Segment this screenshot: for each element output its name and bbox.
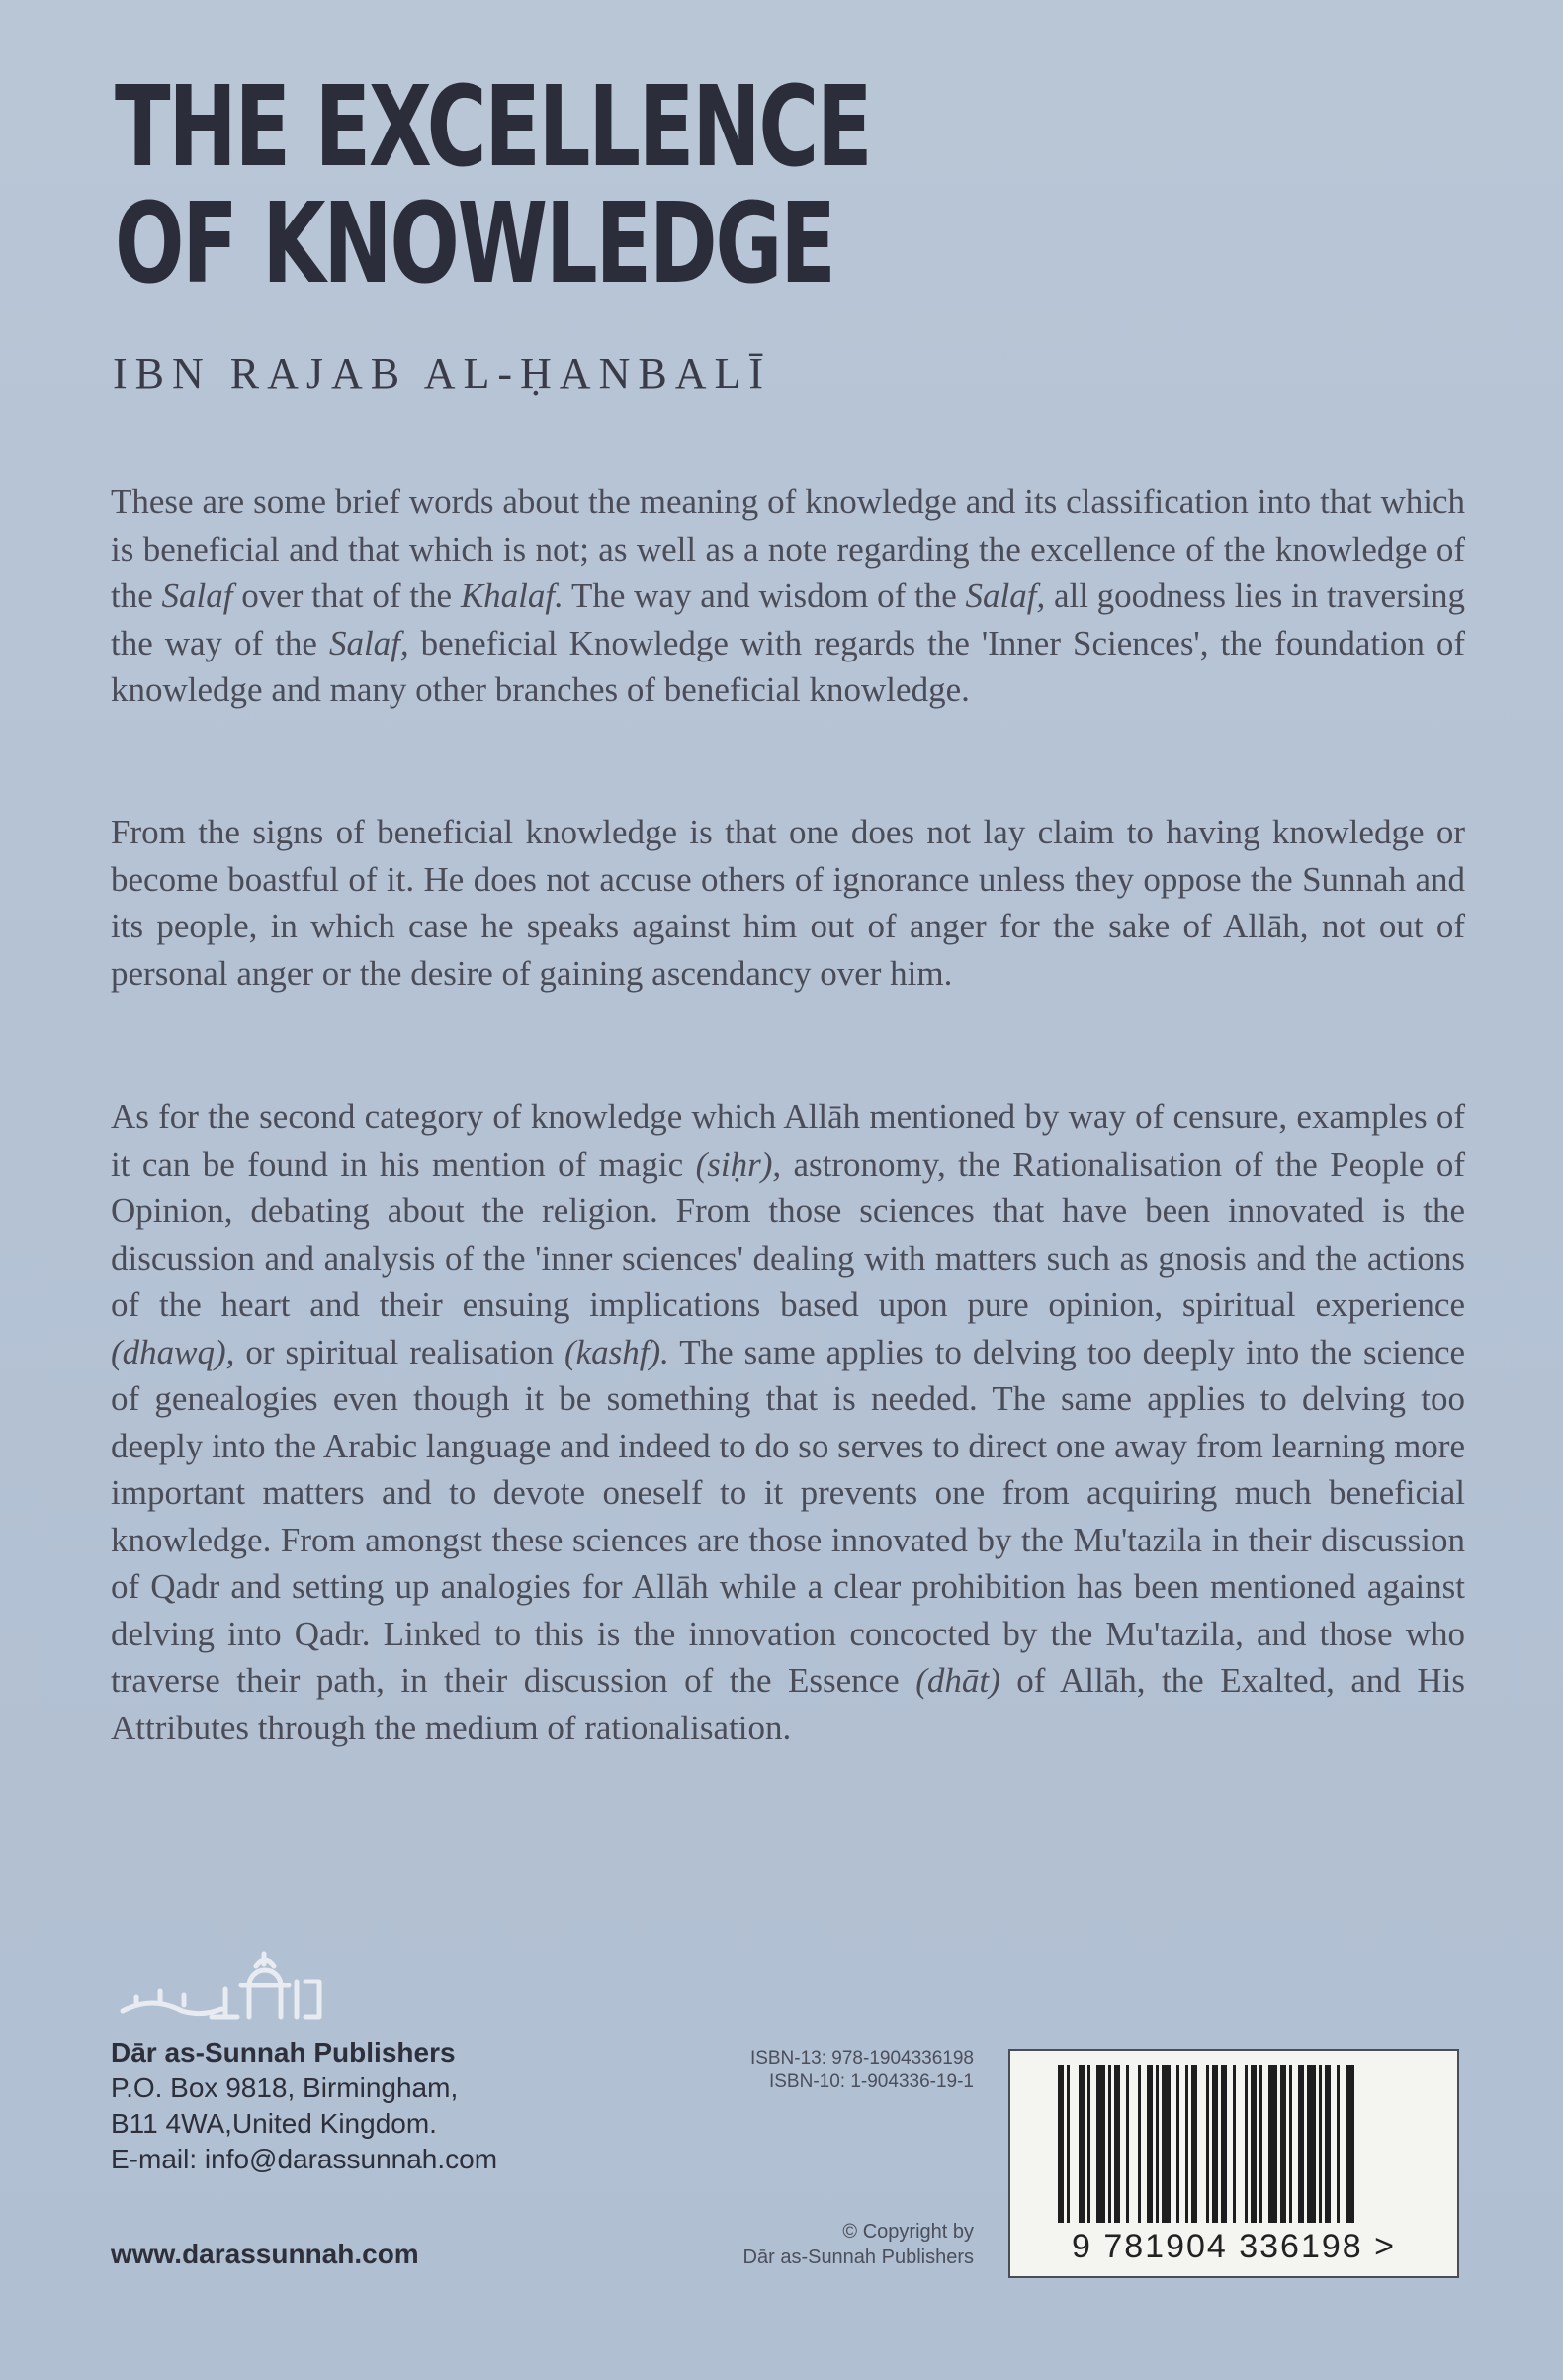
barcode-bar xyxy=(1268,2065,1277,2223)
italic-term: Salaf xyxy=(161,576,233,615)
barcode-bar xyxy=(1221,2065,1227,2223)
barcode-number: 9 781904 336198 > xyxy=(1071,2228,1396,2265)
copyright-notice xyxy=(613,2219,974,2270)
text-run: The same applies to delving too deeply into the science of genealogies even though it be something that is needed. The same applies to delving too deeply into the Arabic language and indeed to do so serves to direct one away from learning more important matters and to devote oneself to it prevents one from acquiring much beneficial knowledge. From amongst these sciences are those innovated by the Mu'tazila in their discussion of Qadr and setting up analogies for Allāh while a clear prohibition has been mentioned against delving into Qadr. Linked to this is the innovation concocted by the Mu'tazila, and those who traverse their path, in their discussion of the Essence xyxy=(111,1332,1466,1700)
barcode-bar xyxy=(1319,2065,1322,2223)
publisher-logo-icon xyxy=(103,1946,330,2031)
barcode-bars-icon xyxy=(1010,2051,1457,2229)
text-run: over that of the xyxy=(232,576,461,615)
barcode-bar xyxy=(1067,2065,1070,2223)
barcode-bar xyxy=(1245,2065,1248,2223)
text-run: astronomy, the Rationalisation of the People of Opinion, debating about the religion. From those sciences that have been innovated is the discussion and analysis of the 'inner sciences' dealing with matters such as gnosis and the actions of the heart and their ensuing implications based upon pure opinion, spiritual experience xyxy=(111,1144,1465,1324)
title-line-2: OF KNOWLEDGE xyxy=(115,180,834,309)
barcode-bar xyxy=(1251,2065,1257,2223)
barcode-bar xyxy=(1156,2065,1159,2223)
barcode-bar xyxy=(1259,2065,1262,2223)
text-run: As for the second category of knowledge which Allāh mentioned by way of censure, examples of it can be found in his mention of magic xyxy=(111,1098,1465,1184)
publisher-website: www.darassunnah.com xyxy=(111,2239,419,2269)
publisher-info xyxy=(111,2035,497,2177)
blurb-paragraph-2 xyxy=(111,809,1465,997)
text-run: From the signs of beneficial knowledge is that one does not lay claim to having knowledge or become boastful of it. He does not accuse others of ignorance unless they oppose the Sunnah and its people, in which case he speaks against him out of anger for the sake of Allāh, not out of personal anger or the desire of gaining ascendancy over him. xyxy=(111,813,1465,993)
barcode-bar xyxy=(1079,2065,1085,2223)
barcode-bar xyxy=(1233,2065,1236,2223)
italic-term: (siḥr), xyxy=(695,1144,782,1184)
barcode-bar xyxy=(1147,2065,1153,2223)
text-run: These are some brief words about the meaning of knowledge and its classification into that which is beneficial and that which is not; as well as a note regarding the excellence of the knowledge of the xyxy=(111,483,1465,615)
isbn-13: ISBN-13: 978-1904336198 xyxy=(749,2048,974,2069)
barcode-bar xyxy=(1298,2065,1304,2223)
text-run: The way and wisdom of the xyxy=(563,576,966,615)
publisher-name: Dār as-Sunnah Publishers xyxy=(111,2037,456,2068)
barcode-bar xyxy=(1162,2065,1171,2223)
publisher-address-2: B11 4WA,United Kingdom. xyxy=(111,2108,437,2139)
isbn-10: ISBN-10: 1-904336-19-1 xyxy=(768,2071,974,2092)
barcode-bar xyxy=(1325,2065,1331,2223)
barcode-bar xyxy=(1114,2065,1120,2223)
barcode-bar xyxy=(1337,2065,1340,2223)
italic-term: Salaf, xyxy=(328,623,409,662)
barcode-bar xyxy=(1346,2065,1354,2223)
barcode-bar xyxy=(1212,2065,1218,2223)
italic-term: Khalaf. xyxy=(460,576,564,615)
blurb-paragraph-1 xyxy=(111,479,1465,714)
isbn-block xyxy=(633,2047,974,2094)
barcode-bar xyxy=(1206,2065,1209,2223)
text-run: beneficial Knowledge with regards the 'Inner Sciences', the foundation of knowledge and many other branches of beneficial knowledge. xyxy=(111,623,1465,709)
barcode-bar xyxy=(1087,2065,1090,2223)
blurb-paragraph-3 xyxy=(111,1094,1465,1751)
barcode-bar xyxy=(1289,2065,1292,2223)
barcode-bar xyxy=(1108,2065,1111,2223)
copyright-line-1: © Copyright by xyxy=(842,2221,974,2243)
barcode-bar xyxy=(1191,2065,1197,2223)
barcode-bar xyxy=(1138,2065,1141,2223)
italic-term: (dhāt) xyxy=(915,1661,1000,1700)
italic-term: (kashf). xyxy=(564,1332,669,1371)
barcode-bar xyxy=(1176,2065,1179,2223)
text-run: or spiritual realisation xyxy=(234,1332,564,1371)
italic-term: Salaf, xyxy=(965,576,1046,615)
barcode-bar xyxy=(1126,2065,1129,2223)
barcode-bar xyxy=(1280,2065,1286,2223)
book-title xyxy=(115,63,871,309)
publisher-email: E-mail: info@darassunnah.com xyxy=(111,2144,498,2174)
italic-term: (dhawq), xyxy=(111,1332,235,1371)
title-line-1: THE EXCELLENCE xyxy=(115,63,871,192)
barcode-bar xyxy=(1096,2065,1105,2223)
barcode-bar xyxy=(1185,2065,1188,2223)
text-run: of Allāh, the Exalted, and His Attributes through the medium of rationalisation. xyxy=(111,1661,1465,1747)
author-name: IBN RAJAB AL-ḤANBALĪ xyxy=(113,349,771,397)
barcode-bar xyxy=(1307,2065,1316,2223)
text-run: all goodness lies in traversing the way of the xyxy=(111,576,1465,662)
publisher-address-1: P.O. Box 9818, Birmingham, xyxy=(111,2072,459,2103)
barcode-bar xyxy=(1058,2065,1064,2223)
barcode xyxy=(1008,2049,1459,2278)
copyright-line-2: Dār as-Sunnah Publishers xyxy=(742,2247,974,2268)
